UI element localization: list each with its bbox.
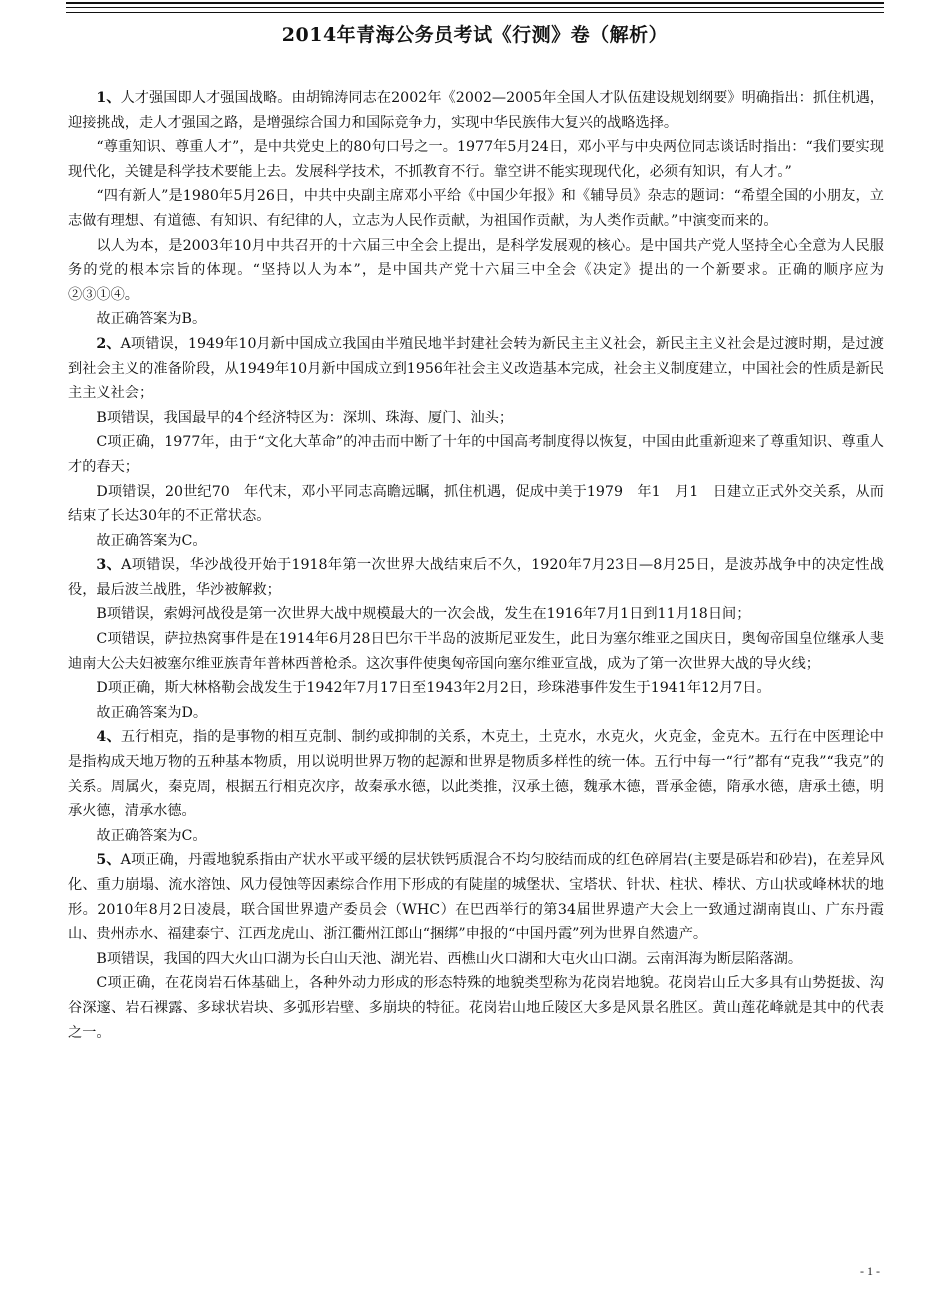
- paragraph: [68, 86, 884, 135]
- answer-line: [68, 824, 884, 849]
- paragraph-text: 人才强国即人才强国战略。由胡锦涛同志在2002年《2002—2005年全国人才队伍建设规划纲要》明确指出：抓住机遇，迎接挑战，走人才强国之路，是增强综合国力和国际竞争力，实现中华民族伟大复兴的战略选择。: [68, 90, 884, 131]
- paragraph: [68, 430, 884, 479]
- paragraph-text: 五行相克，指的是事物的相互克制、制约或抑制的关系，木克土，土克水，水克火，火克金，金克木。五行在中医理论中是指构成天地万物的五种基本物质，用以说明世界万物的起源和世界是物质多样性的统一体。五行中每一“行”都有“克我”“我克”的关系。周属火，秦克周，根据五行相克次序，故秦承水德，以此类推，汉承土德，魏承木德，晋承金德，隋承水德，唐承土德，明承火德，清承水德。: [68, 729, 884, 820]
- paragraph: [68, 480, 884, 529]
- question-number: 1、: [96, 90, 121, 106]
- paragraph: [68, 406, 884, 431]
- document-body: [68, 86, 884, 1045]
- paragraph-text: 故正确答案为C。: [96, 827, 207, 844]
- page-number: - 1 -: [860, 1264, 880, 1278]
- question-number: 2、: [96, 335, 121, 352]
- paragraph-text: C项错误，萨拉热窝事件是在1914年6月28日巴尔干半岛的波斯尼亚发生，此日为塞尔维亚之国庆日，奥匈帝国皇位继承人斐迪南大公夫妇被塞尔维亚族青年普林西普枪杀。这次事件使奥匈帝国向塞尔维亚宣战，成为了第一次世界大战的导火线；: [68, 631, 884, 672]
- paragraph: [68, 553, 884, 602]
- paragraph-text: A项正确，丹霞地貌系指由产状水平或平缓的层状铁钙质混合不均匀胶结而成的红色碎屑岩(主要是砾岩和砂岩)，在差异风化、重力崩塌、流水溶蚀、风力侵蚀等因素综合作用下形成的有陡崖的城堡状、宝塔状、针状、柱状、棒状、方山状或峰林状的地形。2010年8月2日凌晨，联合国世界遗产委员会（WHC）在巴西举行的第34届世界遗产大会上一致通过湖南崀山、广东丹霞山、贵州赤水、福建泰宁、江西龙虎山、浙江衢州江郎山“捆绑”申报的“中国丹霞”列为世界自然遗产。: [68, 852, 885, 943]
- paragraph: [68, 725, 884, 823]
- paragraph: [68, 971, 884, 1045]
- paragraph-text: 故正确答案为C。: [96, 532, 207, 549]
- answer-line: [68, 701, 884, 726]
- question-number: 3、: [96, 557, 122, 574]
- paragraph-text: 故正确答案为D。: [96, 704, 208, 721]
- paragraph: [68, 947, 884, 972]
- paragraph: [68, 848, 884, 946]
- paragraph: [68, 234, 884, 308]
- paragraph-text: B项错误，索姆河战役是第一次世界大战中规模最大的一次会战，发生在1916年7月1日到11月18日间；: [96, 606, 751, 623]
- paragraph: [68, 184, 884, 233]
- paragraph-text: D项正确，斯大林格勒会战发生于1942年7月17日至1943年2月2日，珍珠港事件发生于1941年12月7日。: [96, 680, 771, 697]
- paragraph-text: B项错误，我国最早的4个经济特区为：深圳、珠海、厦门、汕头；: [96, 409, 514, 426]
- paragraph-text: D项错误，20世纪70 年代末，邓小平同志高瞻远瞩，抓住机遇，促成中美于1979 年1 月1 日建立正式外交关系，从而结束了长达30年的不正常状态。: [68, 483, 884, 525]
- paragraph-text: C项正确，1977年，由于“文化大革命”的冲击而中断了十年的中国高考制度得以恢复，中国由此重新迎来了尊重知识、尊重人才的春天；: [68, 434, 884, 475]
- paragraph-text: “尊重知识、尊重人才”，是中共党史上的80句口号之一。1977年5月24日，邓小平与中央两位同志谈话时指出：“我们要实现现代化，关键是科学技术要能上去。发展科学技术，不抓教育不行。靠空讲不能实现现代化，必须有知识，有人才。”: [68, 139, 884, 180]
- header-double-rule: [66, 2, 884, 8]
- paragraph-text: B项错误，我国的四大火山口湖为长白山天池、湖光岩、西樵山火口湖和大屯火山口湖。云南洱海为断层陷落湖。: [96, 950, 803, 967]
- question-number: 5、: [96, 852, 121, 869]
- header-rule: [66, 12, 884, 13]
- paragraph-text: C项正确，在花岗岩石体基础上，各种外动力形成的形态特殊的地貌类型称为花岗岩地貌。花岗岩山丘大多具有山势挺拔、沟谷深邃、岩石裸露、多球状岩块、多弧形岩壁、多崩块的特征。花岗岩山地丘陵区大多是风景名胜区。黄山莲花峰就是其中的代表之一。: [68, 975, 884, 1041]
- paragraph: [68, 135, 884, 184]
- question-number: 4、: [96, 729, 121, 746]
- paragraph-text: A项错误，1949年10月新中国成立我国由半殖民地半封建社会转为新民主主义社会，新民主主义社会是过渡时期，是过渡到社会主义的准备阶段，从1949年10月新中国成立到1956年社会主义改造基本完成，社会主义制度建立，中国社会的性质是新民主主义社会；: [68, 335, 884, 402]
- paragraph: [68, 332, 884, 406]
- paragraph: [68, 676, 884, 701]
- paragraph-text: A项错误，华沙战役开始于1918年第一次世界大战结束后不久，1920年7月23日—8月25日，是波苏战争中的决定性战役，最后波兰战胜，华沙被解救；: [68, 557, 884, 598]
- paragraph: [68, 602, 884, 627]
- paragraph-text: 故正确答案为B。: [96, 311, 207, 328]
- answer-line: [68, 529, 884, 554]
- answer-line: [68, 307, 884, 332]
- page-title: 2014年青海公务员考试《行测》卷（解析）: [281, 24, 669, 46]
- paragraph-text: “四有新人”是1980年5月26日，中共中央副主席邓小平给《中国少年报》和《辅导员》杂志的题词：“希望全国的小朋友，立志做有理想、有道德、有知识、有纪律的人，立志为人民作贡献，为祖国作贡献，为人类作贡献。”中演变而来的。: [68, 188, 884, 229]
- paragraph: [68, 627, 884, 676]
- paragraph-text: 以人为本，是2003年10月中共召开的十六届三中全会上提出，是科学发展观的核心。是中国共产党人坚持全心全意为人民服务的党的根本宗旨的体现。“坚持以人为本”，是中国共产党十六届三中全会《决定》提出的一个新要求。正确的顺序应为②③①④。: [68, 237, 884, 303]
